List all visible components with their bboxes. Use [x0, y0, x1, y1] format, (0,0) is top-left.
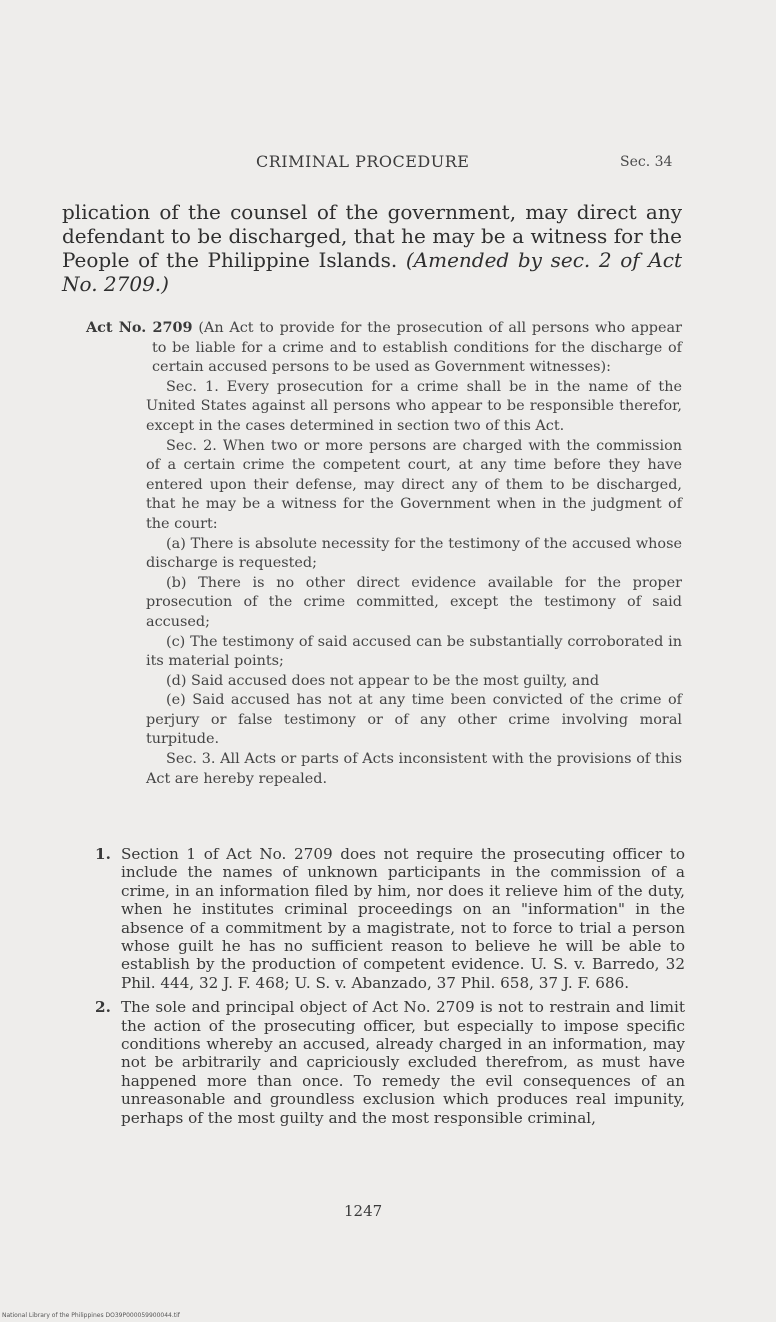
- act-2709-block: [86, 318, 682, 789]
- annotation-item: [95, 998, 685, 1127]
- act-heading: [86, 318, 682, 378]
- act-paragraph: (d) Said accused does not appear to be the most guilty, and: [166, 672, 600, 689]
- scan-footer: National Library of the Philippines DO39P000059900044.tif: [2, 1312, 180, 1319]
- act-paragraph: (e) Said accused has not at any time been convicted of the crime of perjury or false testimony or of any other crime involving moral turpitude.: [146, 692, 682, 748]
- annotation-number: 1.: [95, 845, 111, 863]
- act-title: (An Act to provide for the prosecution of all persons who appear to be liable for a crime and to establish conditions for the discharge of certain accused persons to be used as Government witnesses):: [152, 320, 682, 376]
- act-paragraph: (a) There is absolute necessity for the testimony of the accused whose discharge is requested;: [146, 535, 682, 572]
- act-paragraph: Sec. 2. When two or more persons are charged with the commission of a certain crime the competent court, at any time before they have entered upon their defense, may direct any of them to be discharged, that he may be a witness for the Government when in the judgment of the court:: [146, 437, 682, 532]
- annotation-number: 2.: [95, 998, 111, 1017]
- running-header: [0, 152, 776, 176]
- act-body: [86, 378, 682, 789]
- annotation-text: The sole and principal object of Act No. 2709 is not to restrain and limit the action of the prosecuting officer, but especially to impose specific conditions whereby an accused, already charged in an information, may not be arbitrarily and capriciously excluded therefrom, as must have happened more than once. To remedy the evil consequences of an unreasonable and groundless exclusion which produces real impunity, perhaps of the most guilty and the most responsible criminal,: [121, 998, 685, 1127]
- act-paragraph: Sec. 3. All Acts or parts of Acts inconsistent with the provisions of this Act are hereby repealed.: [146, 751, 682, 787]
- annotation-item: [95, 845, 685, 992]
- act-paragraph: (b) There is no other direct evidence available for the proper prosecution of the crime committed, except the testimony of said accused;: [146, 574, 682, 630]
- header-title: CRIMINAL PROCEDURE: [256, 152, 470, 171]
- page-number: 1247: [344, 1202, 383, 1220]
- lead-text: plication of the counsel of the government, may direct any defendant to be discharged, that he may be a witness for the People of the Philippine Islands.: [62, 200, 682, 272]
- act-paragraph: (c) The testimony of said accused can be substantially corroborated in its material points;: [146, 633, 682, 670]
- act-paragraph: Sec. 1. Every prosecution for a crime shall be in the name of the United States against all persons who appear to be responsible therefor, except in the cases determined in section two of this Act.: [146, 378, 682, 434]
- annotation-text: Section 1 of Act No. 2709 does not require the prosecuting officer to include the names of unknown participants in the commission of a crime, in an information filed by him, nor does it relieve him of the duty, when he institutes criminal proceedings on an "information" in the absence of a commitment by a magistrate, not to force to trial a person whose guilt he has no sufficient reason to believe he will be able to establish by the production of competent evidence. U. S. v. Barredo, 32 Phil. 444, 32 J. F. 468; U. S. v. Abanzado, 37 Phil. 658, 37 J. F. 686.: [121, 845, 685, 992]
- header-section: Sec. 34: [620, 154, 673, 170]
- act-label: Act No. 2709: [86, 319, 193, 336]
- annotations: [95, 845, 685, 1133]
- lead-paragraph: [62, 200, 682, 296]
- amendment-note: (Amended by sec. 2 of Act No. 2709.): [62, 248, 682, 296]
